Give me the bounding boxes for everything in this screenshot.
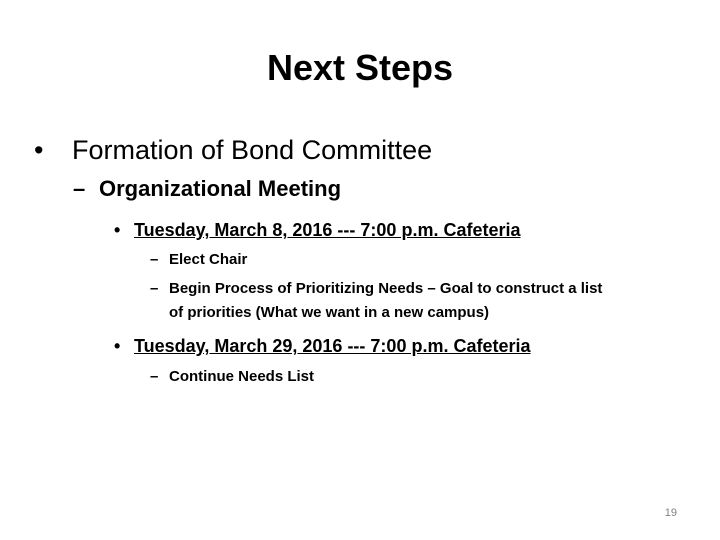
bullet-marker: • <box>34 135 44 165</box>
bullet-continue-needs-list <box>150 366 314 387</box>
bullet-elect-chair <box>150 249 247 270</box>
dash-marker: – <box>150 368 159 385</box>
bullet-text: Begin Process of Prioritizing Needs – Goal to construct a list <box>169 280 603 297</box>
bullet-text: Continue Needs List <box>169 368 315 385</box>
bullet-begin-process-continued: of priorities (What we want in a new campus) <box>169 304 490 321</box>
bullet-meeting-march-29 <box>114 333 531 359</box>
meeting-date-text: Tuesday, March 8, 2016 --- 7:00 p.m. Cafeteria <box>134 220 521 240</box>
dash-marker: – <box>150 251 159 268</box>
bullet-text: Organizational Meeting <box>99 176 342 201</box>
bullet-marker: • <box>114 336 121 356</box>
bullet-text: Formation of Bond Committee <box>72 135 433 165</box>
page-number: 19 <box>664 507 677 519</box>
dash-marker: – <box>150 280 159 297</box>
bullet-formation-of-bond-committee <box>34 132 432 168</box>
slide-title: Next Steps <box>266 47 454 88</box>
meeting-date-text: Tuesday, March 29, 2016 --- 7:00 p.m. Cafeteria <box>134 336 531 356</box>
bullet-marker: • <box>114 220 121 240</box>
bullet-text: Elect Chair <box>169 251 248 268</box>
bullet-begin-process <box>150 278 602 299</box>
dash-marker: – <box>73 176 86 201</box>
bullet-organizational-meeting <box>73 174 341 204</box>
bullet-meeting-march-8 <box>114 217 520 243</box>
